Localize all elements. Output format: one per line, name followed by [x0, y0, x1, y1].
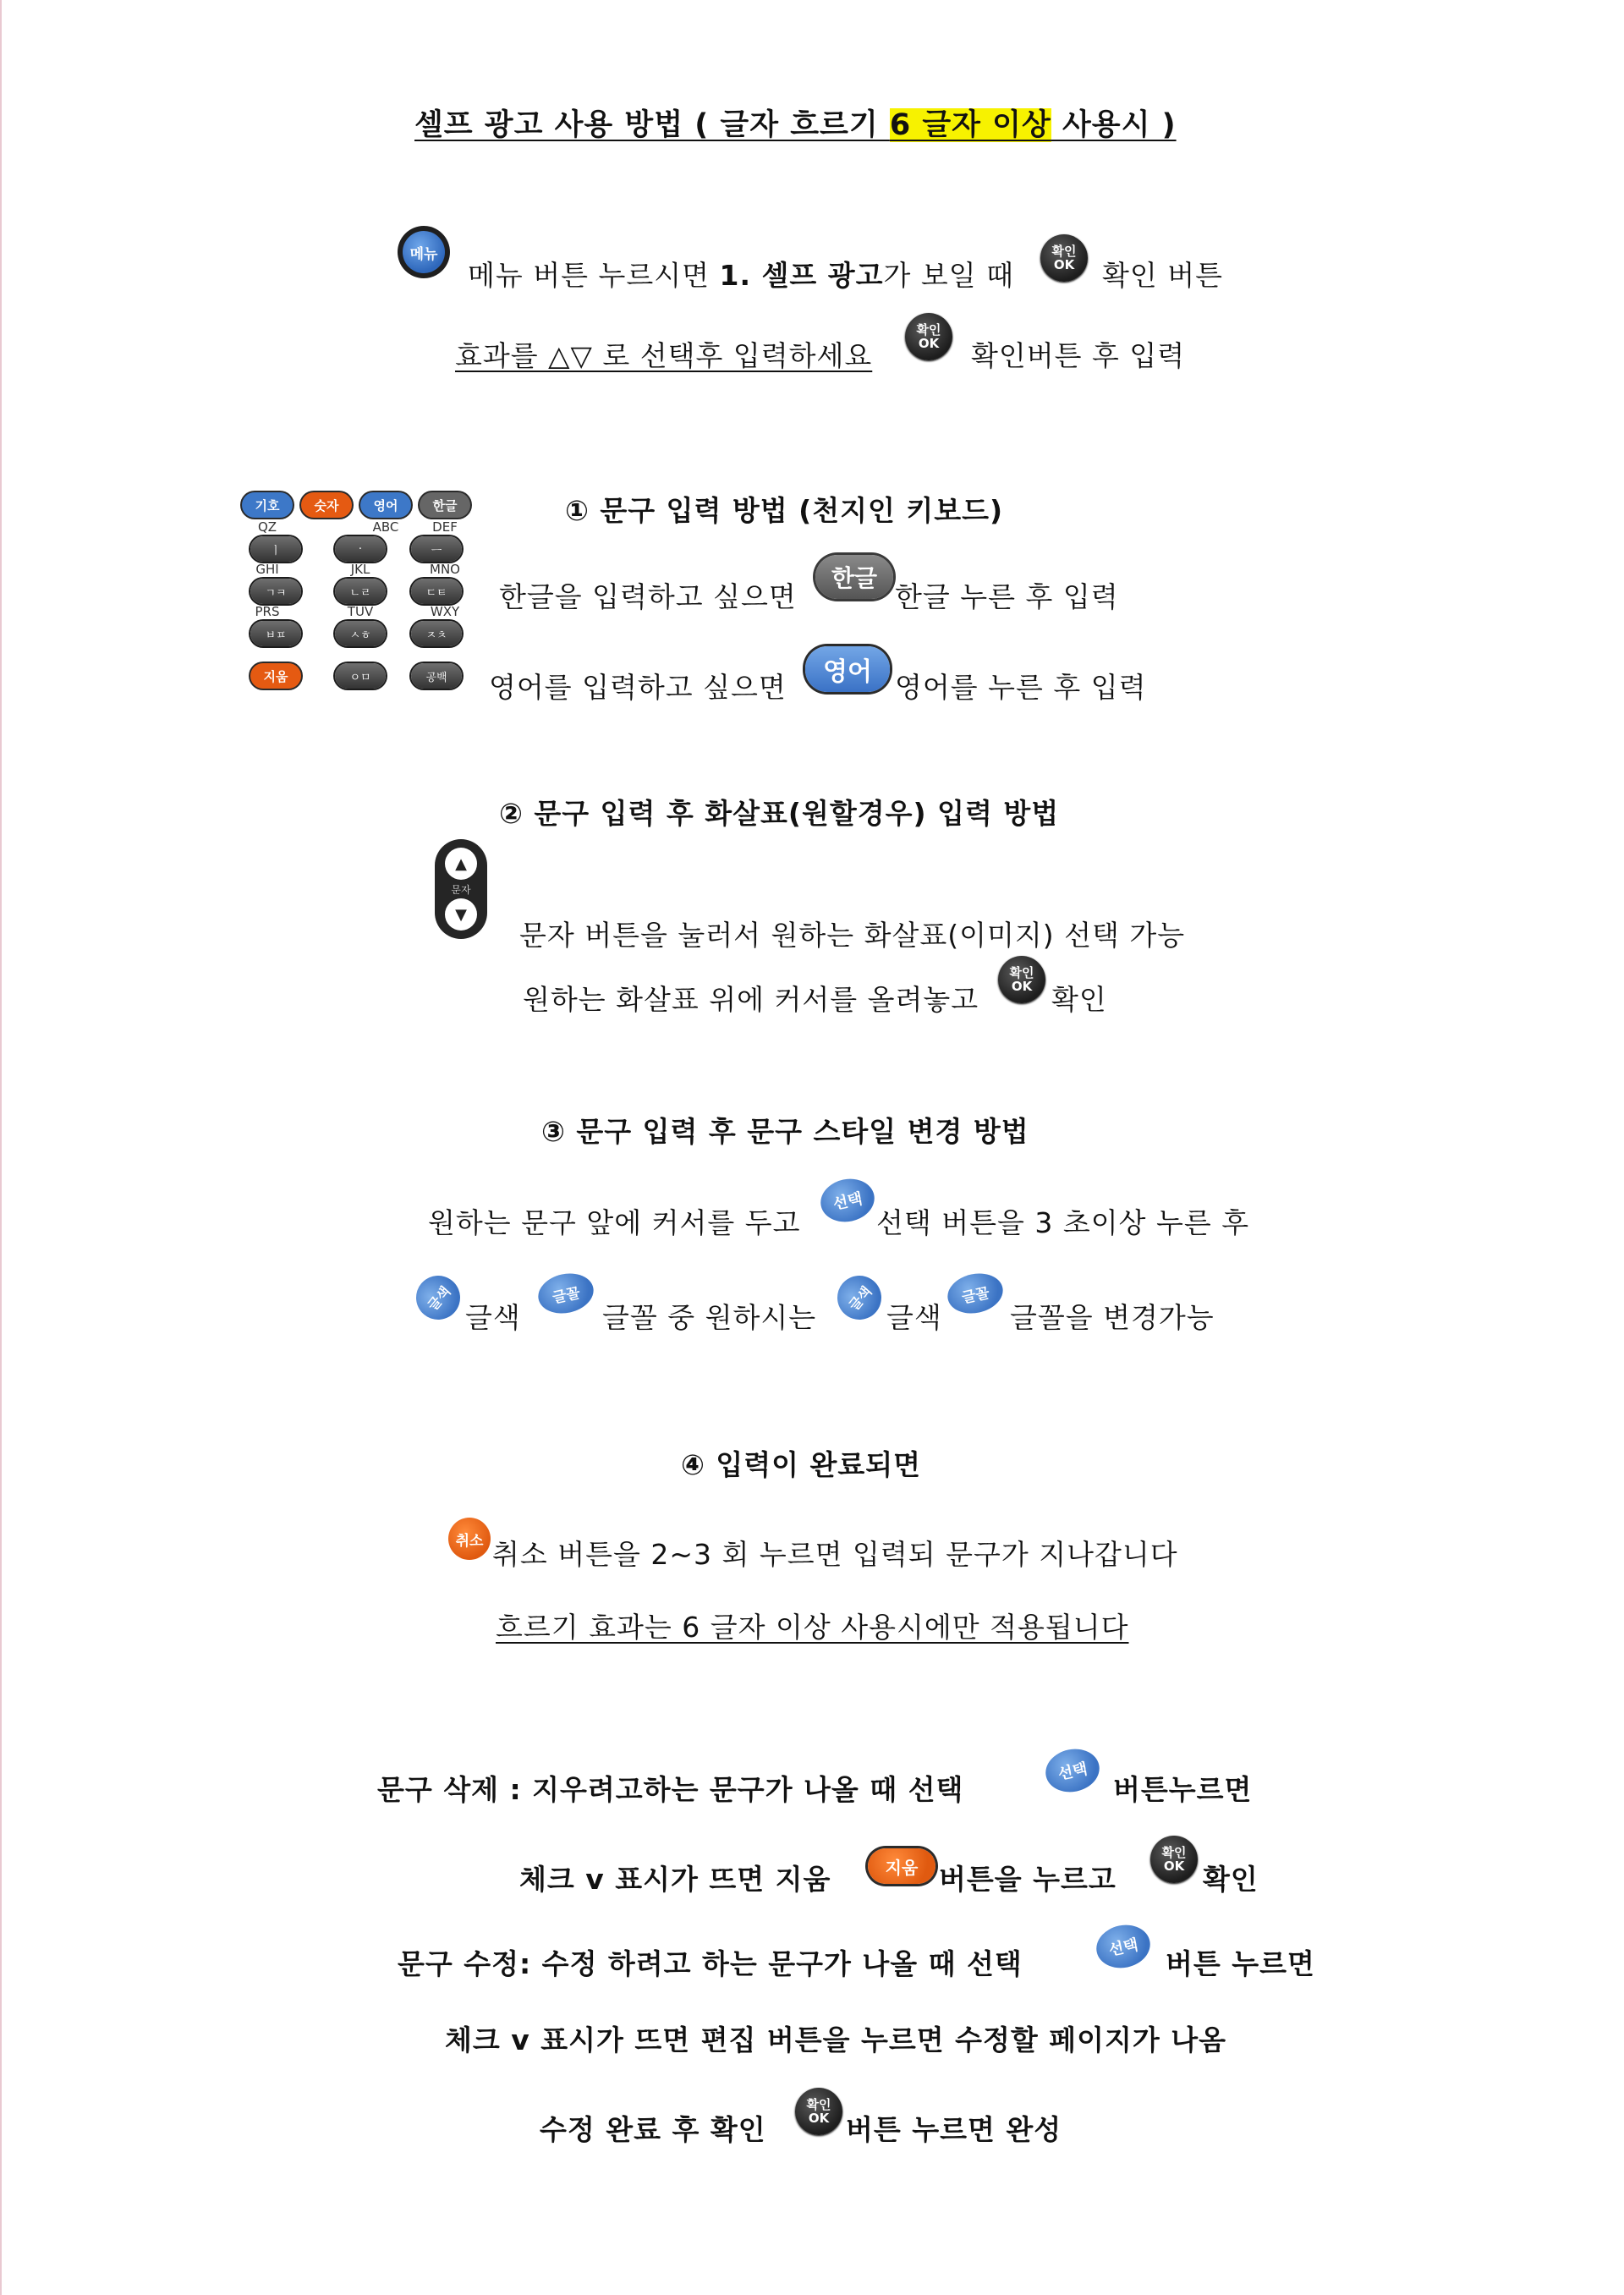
keypad-label: GHI — [255, 562, 279, 577]
edit-line-3: 수정 완료 후 확인 — [540, 2113, 766, 2146]
intro-line-1 — [468, 254, 1014, 294]
select-button-icon: 선택 — [817, 1174, 879, 1227]
s1-line-1b: 한글 누른 후 입력 — [895, 580, 1119, 613]
ok-button-icon: 확인 OK — [1040, 234, 1088, 282]
s2-line-2: 원하는 화살표 위에 커서를 올려놓고 — [523, 983, 979, 1016]
select-button-icon: 선택 — [1042, 1744, 1104, 1797]
keypad-key: · — [335, 536, 386, 562]
s1-line-1: 한글을 입력하고 싶으면 — [499, 580, 797, 613]
s3-line-1: 원하는 문구 앞에 커서를 두고 — [428, 1206, 801, 1239]
keypad-key: ㅈㅊ — [411, 621, 462, 646]
s3-line-2d: 글꼴을 변경가능 — [1010, 1301, 1215, 1334]
ok-button-icon: 확인 OK — [998, 956, 1045, 1003]
section-3-heading: ③ 문구 입력 후 문구 스타일 변경 방법 — [541, 1115, 1029, 1148]
keypad-label: DEF — [432, 519, 458, 535]
s3-color-label-2: 글색 — [886, 1301, 942, 1334]
keypad-tab: 영어 — [360, 492, 411, 518]
keypad-key: ㅅㅎ — [335, 621, 386, 646]
title-text: 셀프 광고 사용 방법 ( 글자 흐르기 — [414, 108, 890, 142]
cheonjiin-keypad-image — [239, 489, 477, 692]
s3-line-2: 글꼴 중 원하시는 — [602, 1301, 817, 1334]
erase-button-icon: 지움 — [868, 1848, 935, 1884]
keypad-key: ㄷㅌ — [411, 579, 462, 604]
edit-line-3b: 버튼 누르면 완성 — [846, 2113, 1062, 2146]
hangul-button-icon: 한글 — [815, 555, 893, 599]
select-button-icon: 선택 — [1093, 1920, 1155, 1973]
intro-ok-after: 확인버튼 후 입력 — [971, 339, 1186, 372]
ok-button-icon: 확인 OK — [795, 2088, 842, 2135]
keypad-label: WXY — [430, 604, 460, 619]
keypad-label: JKL — [350, 562, 370, 577]
section-4-heading: ④ 입력이 완료되면 — [681, 1448, 922, 1481]
font-button-icon: 글꼴 — [944, 1269, 1007, 1319]
delete-line-1: 문구 삭제 : 지우려고하는 문구가 나올 때 선택 — [377, 1773, 964, 1806]
cancel-button-icon: 취소 — [448, 1518, 491, 1560]
s1-line-2: 영어를 입력하고 싶으면 — [489, 671, 787, 704]
munja-label: 문자 — [451, 883, 471, 896]
keypad-key: ㄱㅋ — [250, 579, 301, 604]
ok-button-icon: 확인 OK — [905, 313, 952, 360]
delete-line-1b: 버튼누르면 — [1113, 1773, 1253, 1806]
edit-line-1b: 버튼 누르면 — [1166, 1947, 1315, 1980]
keypad-key: ㅡ — [411, 536, 462, 562]
intro-text-2: 가 보일 때 — [883, 259, 1014, 292]
delete-line-2: 체크 v 표시가 뜨면 지움 — [519, 1863, 831, 1896]
keypad-key: 공백 — [411, 663, 462, 689]
s1-line-2b: 영어를 누른 후 입력 — [895, 671, 1147, 704]
keypad-label: MNO — [430, 562, 460, 577]
delete-line-2c: 확인 — [1203, 1863, 1259, 1896]
munja-nav-button-icon — [435, 839, 487, 939]
down-arrow-icon: ▼ — [445, 898, 477, 931]
keypad-key: ㅣ — [250, 536, 301, 562]
keypad-tab: 숫자 — [301, 492, 352, 518]
keypad-label: QZ — [257, 519, 277, 535]
delete-line-2b: 버튼을 누르고 — [939, 1863, 1116, 1896]
keypad-key: ㄴㄹ — [335, 579, 386, 604]
section-2-heading: ② 문구 입력 후 화살표(원할경우) 입력 방법 — [499, 797, 1060, 830]
title-highlight: 6 글자 이상 — [889, 108, 1051, 142]
s3-line-1b: 선택 버튼을 3 초이상 누른 후 — [876, 1206, 1250, 1239]
s4-line-2: 흐르기 효과는 6 글자 이상 사용시에만 적용됩니다 — [496, 1611, 1129, 1644]
font-button-icon: 글꼴 — [535, 1269, 597, 1319]
keypad-tab: 기호 — [242, 492, 293, 518]
menu-button-icon: 메뉴 — [398, 226, 450, 278]
s2-line-1: 문자 버튼을 눌러서 원하는 화살표(이미지) 선택 가능 — [519, 919, 1186, 952]
s3-color-label: 글색 — [465, 1301, 521, 1334]
color-button-icon: 글색 — [828, 1266, 890, 1328]
keypad-key: 지움 — [250, 663, 301, 689]
english-button-icon: 영어 — [805, 646, 890, 692]
s2-line-2b: 확인 — [1051, 983, 1107, 1016]
keypad-key: ㅇㅁ — [335, 663, 386, 689]
edit-line-1: 문구 수정: 수정 하려고 하는 문구가 나올 때 선택 — [398, 1947, 1023, 1980]
intro-ok-label: 확인 버튼 — [1102, 259, 1224, 292]
keypad-label: ABC — [372, 519, 399, 535]
keypad-key: ㅂㅍ — [250, 621, 301, 646]
intro-self-ad: 1. 셀프 광고 — [719, 259, 884, 292]
page-edge — [0, 0, 2, 2295]
intro-line-2: 효과를 △▽ 로 선택후 입력하세요 — [455, 339, 873, 372]
keypad-label: PRS — [255, 604, 280, 619]
section-1-heading: ① 문구 입력 방법 (천지인 키보드) — [565, 494, 1004, 527]
s4-line-1: 취소 버튼을 2~3 회 누르면 입력되 문구가 지나갑니다 — [492, 1538, 1178, 1571]
title-text-end: 사용시 ) — [1051, 108, 1177, 142]
page-title — [414, 102, 1177, 144]
up-arrow-icon: ▲ — [445, 848, 477, 880]
ok-button-icon: 확인 OK — [1150, 1836, 1198, 1883]
keypad-tab: 한글 — [420, 492, 470, 518]
keypad-label: TUV — [347, 604, 374, 619]
edit-line-2: 체크 v 표시가 뜨면 편집 버튼을 누르면 수정할 페이지가 나옴 — [445, 2023, 1226, 2056]
intro-text: 메뉴 버튼 누르시면 — [468, 259, 720, 292]
color-button-icon: 글색 — [407, 1266, 469, 1328]
